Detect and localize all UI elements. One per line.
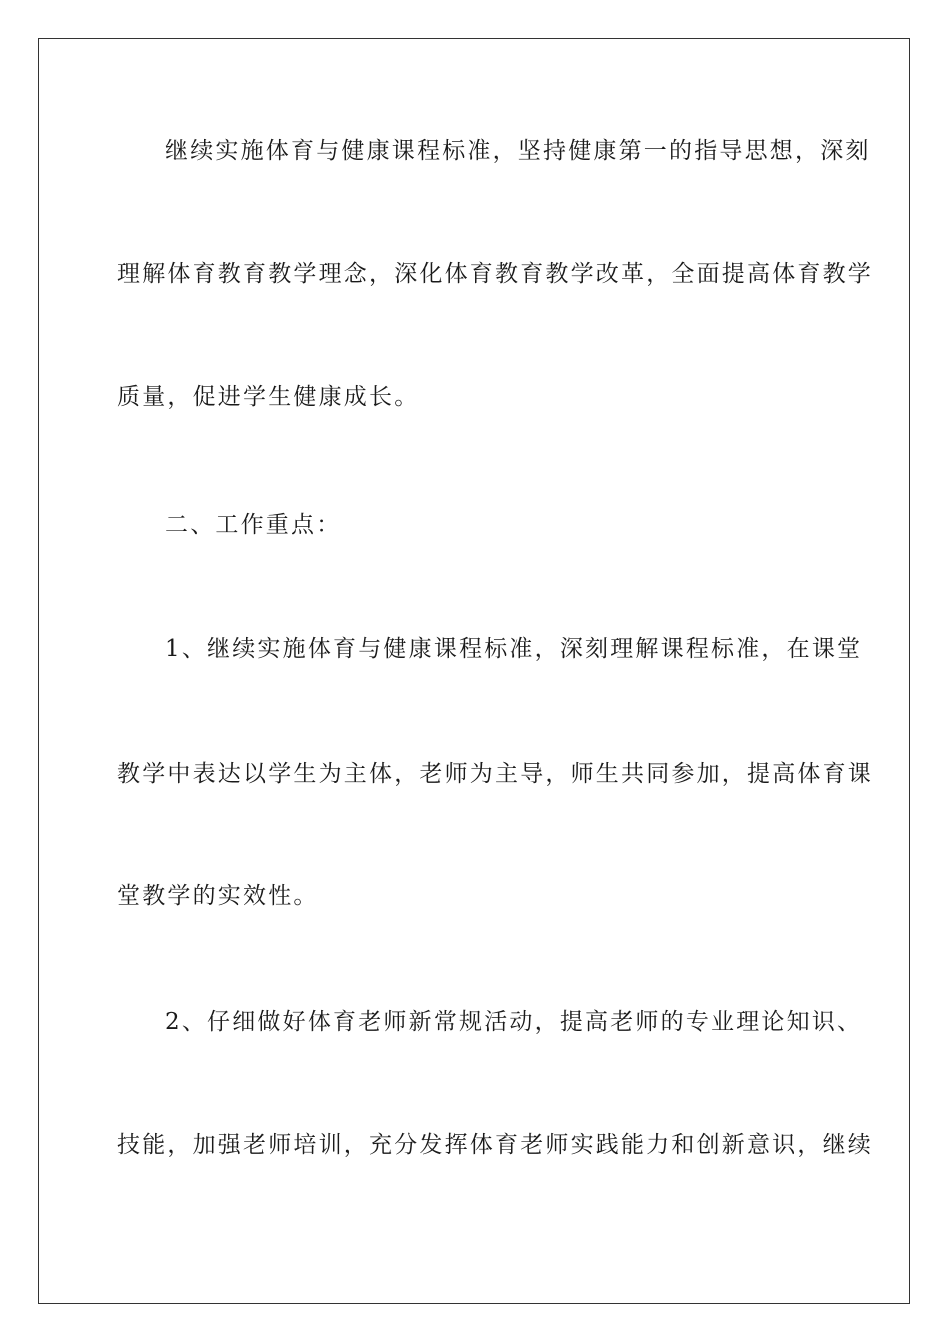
page-border [38,38,910,1304]
paragraph-line-1: 继续实施体育与健康课程标准，坚持健康第一的指导思想，深刻 [165,138,871,164]
paragraph-line-6: 堂教学的实效性。 [117,883,319,909]
paragraph-line-5: 教学中表达以学生为主体，老师为主导，师生共同参加，提高体育课 [117,761,873,787]
section-heading: 二、工作重点： [165,512,342,538]
paragraph-line-7: 2、仔细做好体育老师新常规活动，提高老师的专业理论知识、 [165,1009,863,1035]
paragraph-line-2: 理解体育教育教学理念，深化体育教育教学改革，全面提高体育教学 [117,261,873,287]
paragraph-line-3: 质量，促进学生健康成长。 [117,384,420,410]
paragraph-line-4: 1、继续实施体育与健康课程标准，深刻理解课程标准，在课堂 [165,636,863,662]
paragraph-line-8: 技能，加强老师培训，充分发挥体育老师实践能力和创新意识，继续 [117,1132,873,1158]
